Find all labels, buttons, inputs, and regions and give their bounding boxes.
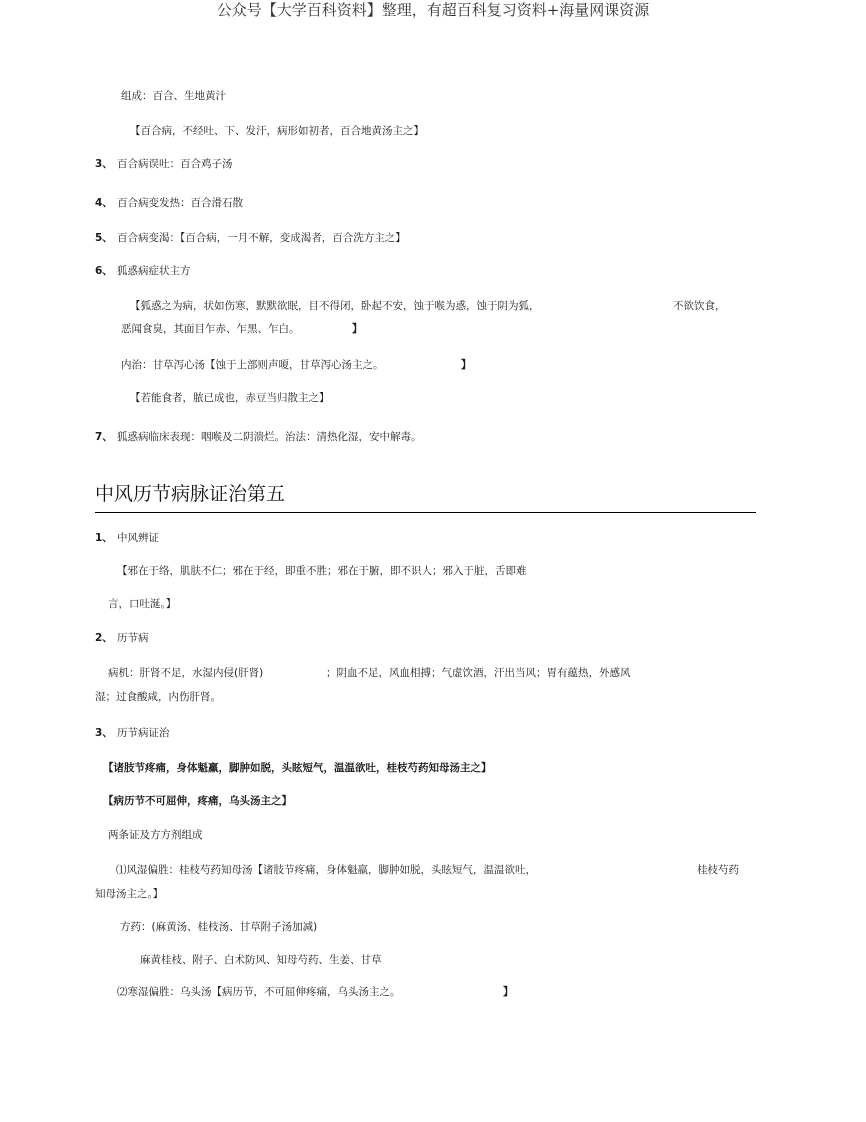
text-line: 湿；过食酸咸，内伤肝肾。 bbox=[95, 691, 221, 703]
text-line: 方药：(麻黄汤、桂枝汤、甘草附子汤加减) bbox=[120, 921, 318, 933]
item-number: 5、 bbox=[95, 232, 113, 244]
text-line: 病机：肝肾不足，水湿内侵(肝肾) bbox=[108, 667, 264, 679]
list-item bbox=[95, 726, 170, 740]
text-line: 内治：甘草泻心汤【蚀于上部则声嗄，甘草泻心汤主之。 bbox=[121, 359, 384, 371]
item-text: 百合病变渴：【百合病，一月不解，变成渴者，百合洗方主之】 bbox=[117, 232, 406, 244]
item-number: 6、 bbox=[95, 265, 113, 277]
item-text: 百合病变发热：百合滑石散 bbox=[117, 197, 243, 209]
text-line: ⑴风湿偏胜：桂枝芍药知母汤【诸肢节疼痛，身体魁羸，脚肿如脱，头眩短气，温温欲吐， bbox=[116, 864, 536, 876]
list-item bbox=[95, 631, 149, 645]
text-line: 【百合病，不经吐、下、发汗，病形如初者，百合地黄汤主之】 bbox=[130, 125, 424, 137]
list-item bbox=[95, 231, 406, 245]
text-line: 不欲饮食， bbox=[673, 300, 726, 312]
text-line: 知母汤主之。】 bbox=[95, 888, 164, 900]
text-line: ⑵寒湿偏胜：乌头汤【病历节，不可屈伸疼痛，乌头汤主之。 bbox=[117, 986, 401, 998]
item-text: 中风辨证 bbox=[117, 532, 159, 544]
list-item bbox=[95, 531, 159, 545]
item-number: 3、 bbox=[95, 727, 113, 739]
text-line: 】 bbox=[503, 986, 514, 998]
list-item bbox=[95, 157, 233, 171]
text-line: 组成：百合、生地黄汁 bbox=[121, 90, 226, 102]
text-line: 【诸肢节疼痛，身体魁羸，脚肿如脱，头眩短气，温温欲吐，桂枝芍药知母汤主之】 bbox=[103, 762, 492, 774]
item-number: 2、 bbox=[95, 632, 113, 644]
item-number: 7、 bbox=[95, 431, 113, 443]
list-item bbox=[95, 430, 422, 444]
item-number: 4、 bbox=[95, 197, 113, 209]
text-line: 】 bbox=[352, 323, 363, 335]
item-text: 狐惑病症状主方 bbox=[117, 265, 191, 277]
text-line: 桂枝芍药 bbox=[697, 864, 739, 876]
item-number: 1、 bbox=[95, 532, 113, 544]
text-line: 【病历节不可屈伸，疼痛，乌头汤主之】 bbox=[103, 795, 292, 807]
list-item bbox=[95, 196, 243, 210]
section-title: 中风历节病脉证治第五 bbox=[95, 483, 286, 505]
text-line: 【狐惑之为病，状如伤寒，默默欲眠，目不得闭，卧起不安，蚀于喉为惑，蚀于阴为狐， bbox=[130, 300, 540, 312]
text-line: 言，口吐涎。】 bbox=[108, 598, 177, 610]
text-line: ；阴血不足，风血相搏；气虚饮酒，汗出当风；胃有蕴热，外感风 bbox=[326, 667, 631, 679]
item-text: 狐惑病临床表现：咽喉及二阴溃烂。治法：清热化湿，安中解毒。 bbox=[117, 431, 422, 443]
section-divider bbox=[95, 512, 756, 513]
item-text: 历节病 bbox=[117, 632, 149, 644]
item-text: 历节病证治 bbox=[117, 727, 170, 739]
text-line: 恶闻食臭，其面目乍赤、乍黑、乍白。 bbox=[121, 323, 300, 335]
item-text: 百合病误吐：百合鸡子汤 bbox=[117, 158, 233, 170]
item-number: 3、 bbox=[95, 158, 113, 170]
text-line: 【若能食者，脓已成也，赤豆当归散主之】 bbox=[130, 392, 330, 404]
text-line: 【邪在于络，肌肤不仁；邪在于经，即重不胜；邪在于腑，即不识人；邪入于脏，舌即难 bbox=[117, 565, 527, 577]
text-line: 麻黄桂枝、附子、白术防风、知母芍药、生姜、甘草 bbox=[140, 954, 382, 966]
text-line: 】 bbox=[461, 359, 472, 371]
text-line: 两条证及方方剂组成 bbox=[108, 829, 203, 841]
list-item bbox=[95, 264, 191, 278]
page-header: 公众号【大学百科资料】整理，有超百科复习资料+海量网课资源 bbox=[216, 1, 650, 19]
